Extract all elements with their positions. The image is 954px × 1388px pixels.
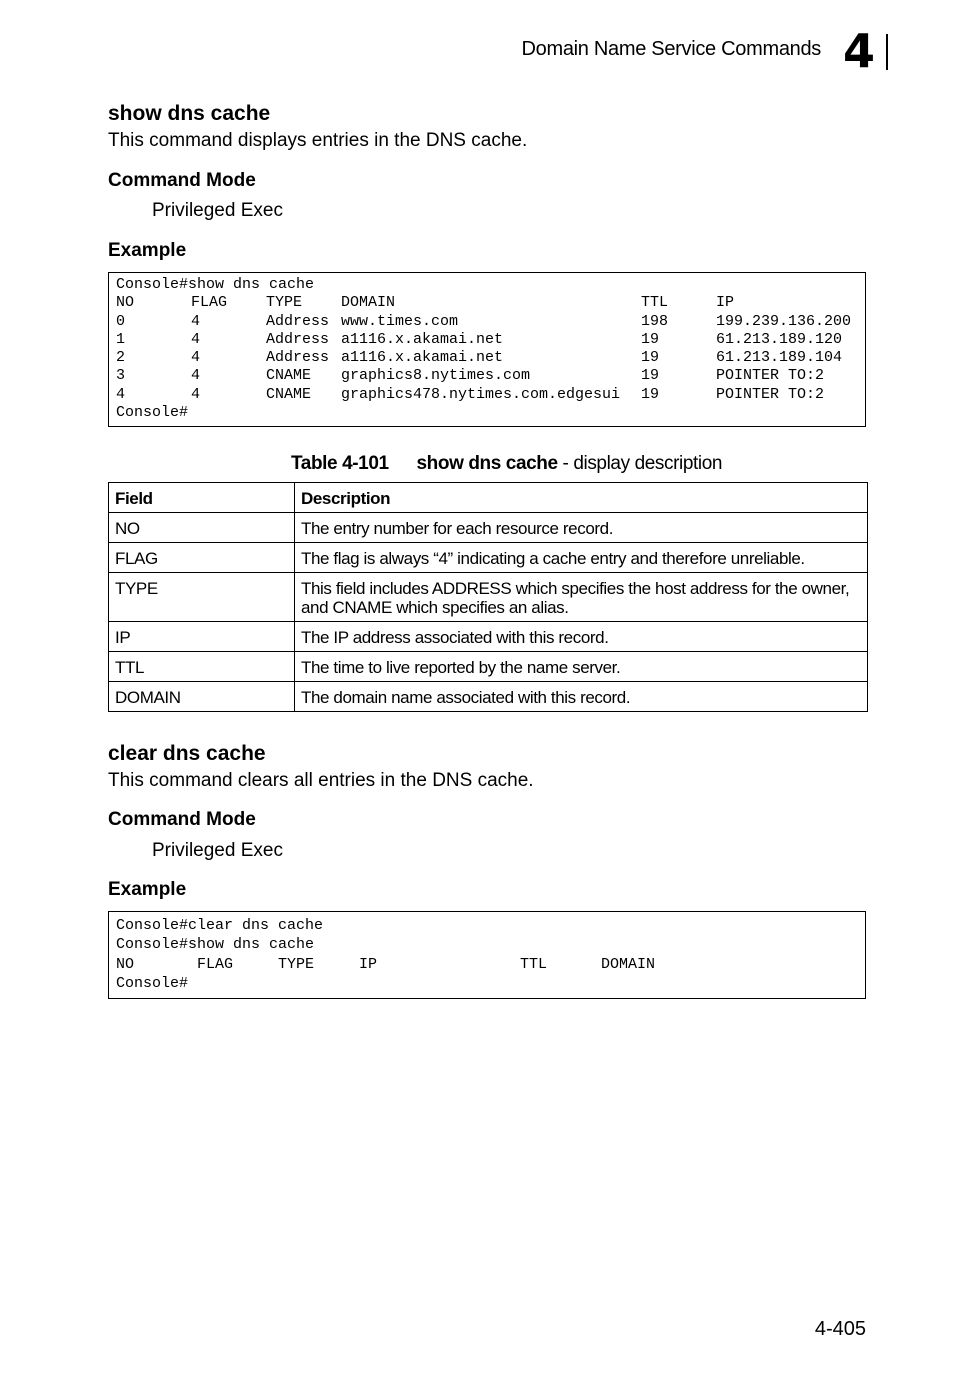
console-row	[116, 313, 865, 331]
table-caption-label: Table 4-101	[291, 453, 389, 474]
table-cell-field: TTL	[109, 652, 295, 682]
table-row	[109, 543, 868, 573]
table-header-field: Field	[109, 483, 295, 513]
table-cell-description: This field includes ADDRESS which specifies the host address for the owner, and CNAME which specifies an alias.	[295, 573, 868, 622]
table-caption	[291, 453, 722, 475]
console-cell: 2	[116, 349, 126, 367]
table-caption-suffix: - display description	[557, 453, 723, 474]
section-description: This command clears all entries in the DNS cache.	[108, 770, 534, 791]
console-col-header: IP	[716, 294, 735, 312]
table-cell-description: The entry number for each resource record.	[295, 513, 868, 543]
command-mode-heading: Command Mode	[108, 170, 256, 191]
table-caption-command: show dns cache	[416, 453, 558, 474]
console-cell: 1	[116, 330, 126, 348]
command-mode-value: Privileged Exec	[152, 840, 283, 861]
console-line: Console#clear dns cache	[116, 917, 324, 934]
command-mode-value: Privileged Exec	[152, 200, 283, 221]
console-cell: graphics8.nytimes.com	[341, 367, 531, 385]
console-col-header: IP	[359, 955, 378, 973]
console-row	[116, 386, 865, 404]
console-col-header: NO	[116, 955, 135, 973]
section-title-show-dns-cache: show dns cache	[108, 102, 271, 125]
console-col-header: DOMAIN	[601, 955, 656, 973]
console-cell: 61.213.189.104	[716, 349, 843, 367]
table-cell-description: The IP address associated with this record.	[295, 622, 868, 652]
console-cell: 19	[641, 330, 660, 348]
console-cell: a1116.x.akamai.net	[341, 330, 504, 348]
table-header-row	[109, 483, 868, 513]
command-mode-heading: Command Mode	[108, 809, 256, 830]
console-cell: 199.239.136.200	[716, 312, 852, 330]
console-header-row	[116, 294, 865, 312]
console-row	[116, 367, 865, 385]
display-description-table	[108, 482, 868, 712]
console-line: Console#show dns cache	[116, 276, 315, 293]
console-col-header: TYPE	[278, 955, 315, 973]
console-col-header: DOMAIN	[341, 294, 396, 312]
console-cell: 61.213.189.120	[716, 330, 843, 348]
console-cell: 4	[191, 367, 201, 385]
console-line: Console#	[116, 974, 189, 992]
console-cell: POINTER TO:2	[716, 385, 825, 403]
table-cell-description: The flag is always “4” indicating a cache entry and therefore unreliable.	[295, 543, 868, 573]
console-cell: graphics478.nytimes.com.edgesui	[341, 385, 621, 403]
console-cell: Address	[266, 349, 330, 367]
section-description: This command displays entries in the DNS cache.	[108, 130, 528, 151]
console-cell: 19	[641, 367, 660, 385]
console-cell: 4	[191, 385, 201, 403]
console-cell: Address	[266, 330, 330, 348]
console-cell: POINTER TO:2	[716, 367, 825, 385]
table-row	[109, 513, 868, 543]
console-example-clear	[108, 911, 866, 999]
console-cell: 0	[116, 312, 126, 330]
table-cell-field: IP	[109, 622, 295, 652]
console-cell: CNAME	[266, 385, 312, 403]
table-cell-field: DOMAIN	[109, 682, 295, 712]
table-row	[109, 682, 868, 712]
table-cell-field: NO	[109, 513, 295, 543]
table-header-description: Description	[295, 483, 868, 513]
console-example-show	[108, 272, 866, 427]
section-title-clear-dns-cache: clear dns cache	[108, 742, 266, 765]
console-cell: 3	[116, 367, 126, 385]
console-col-header: FLAG	[197, 955, 234, 973]
table-row	[109, 652, 868, 682]
console-cell: 19	[641, 385, 660, 403]
console-col-header: TTL	[520, 955, 548, 973]
table-cell-field: TYPE	[109, 573, 295, 622]
console-col-header: NO	[116, 294, 135, 312]
chapter-badge	[843, 24, 888, 78]
console-cell: 4	[191, 330, 201, 348]
console-cell: 4	[116, 385, 126, 403]
table-cell-description: The domain name associated with this record.	[295, 682, 868, 712]
console-cell: Address	[266, 312, 330, 330]
console-cell: www.times.com	[341, 312, 459, 330]
console-row	[116, 349, 865, 367]
table-cell-description: The time to live reported by the name server.	[295, 652, 868, 682]
console-cell: 19	[641, 349, 660, 367]
example-heading: Example	[108, 879, 187, 900]
console-cell: a1116.x.akamai.net	[341, 349, 504, 367]
console-cell: 4	[191, 312, 201, 330]
console-row	[116, 331, 865, 349]
table-cell-field: FLAG	[109, 543, 295, 573]
console-header-row	[116, 955, 865, 974]
table-row	[109, 573, 868, 622]
example-heading: Example	[108, 240, 187, 261]
page-number: 4-405	[814, 1318, 866, 1340]
running-head-title: Domain Name Service Commands	[521, 38, 821, 60]
console-line: Console#show dns cache	[116, 936, 315, 954]
table-row	[109, 622, 868, 652]
console-cell: 4	[191, 349, 201, 367]
console-col-header: TYPE	[266, 294, 303, 312]
console-col-header: FLAG	[191, 294, 228, 312]
console-col-header: TTL	[641, 294, 669, 312]
chapter-number: 4	[843, 24, 876, 78]
console-cell: 198	[641, 312, 669, 330]
console-line: Console#	[116, 404, 189, 422]
console-cell: CNAME	[266, 367, 312, 385]
